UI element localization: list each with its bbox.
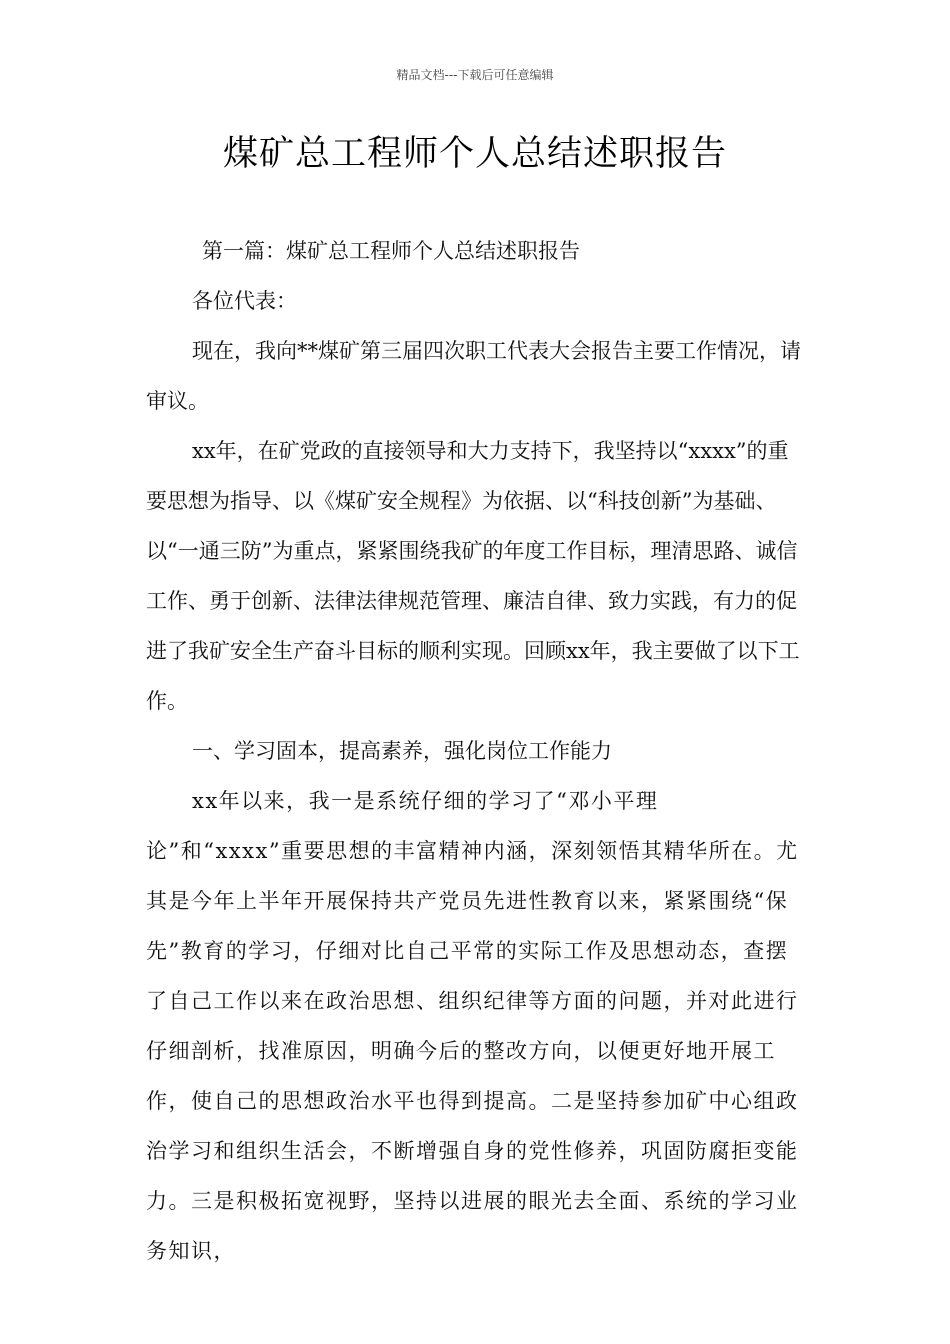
section-heading: 一、学习固本，提高素养，强化岗位工作能力 [192,739,612,763]
paragraph: xx年，在矿党政的直接领导和大力支持下，我坚持以“xxxx”的重要思想为指导、以《煤矿安全规程》为依据、以“科技创新”为基础、以“一通三防”为重点，紧紧围绕我矿的年度工作目标，理清思路、诚信工作、勇于创新、法律法律规范管理、廉洁自律、致力实践，有力的促进了我矿安全生产奋斗目标的顺利实现。回顾xx年，我主要做了以下工作。 [146,439,800,713]
document-title: 煤矿总工程师个人总结述职报告 [222,134,727,174]
salutation: 各位代表： [192,289,297,313]
paragraph: 现在，我向**煤矿第三届四次职工代表大会报告主要工作情况，请审议。 [146,339,801,413]
section-heading: 第一篇：煤矿总工程师个人总结述职报告 [202,239,580,263]
document-body [146,226,808,1276]
page-header: 精品文档---下载后可任意编辑 [396,68,554,82]
paragraph: xx年以来，我一是系统仔细的学习了“邓小平理论”和“xxxx”重要思想的丰富精神内涵，深刻领悟其精华所在。尤其是今年上半年开展保持共产党员先进性教育以来，紧紧围绕“保先”教育的学习，仔细对比自己平常的实际工作及思想动态，查摆了自己工作以来在政治思想、组织纪律等方面的问题，并对此进行仔细剖析，找准原因，明确今后的整改方向，以便更好地开展工作，使自己的思想政治水平也得到提高。二是坚持参加矿中心组政治学习和组织生活会，不断增强自身的党性修养，巩固防腐拒变能力。三是积极拓宽视野，坚持以进展的眼光去全面、系统的学习业务知识， [146,789,799,1263]
